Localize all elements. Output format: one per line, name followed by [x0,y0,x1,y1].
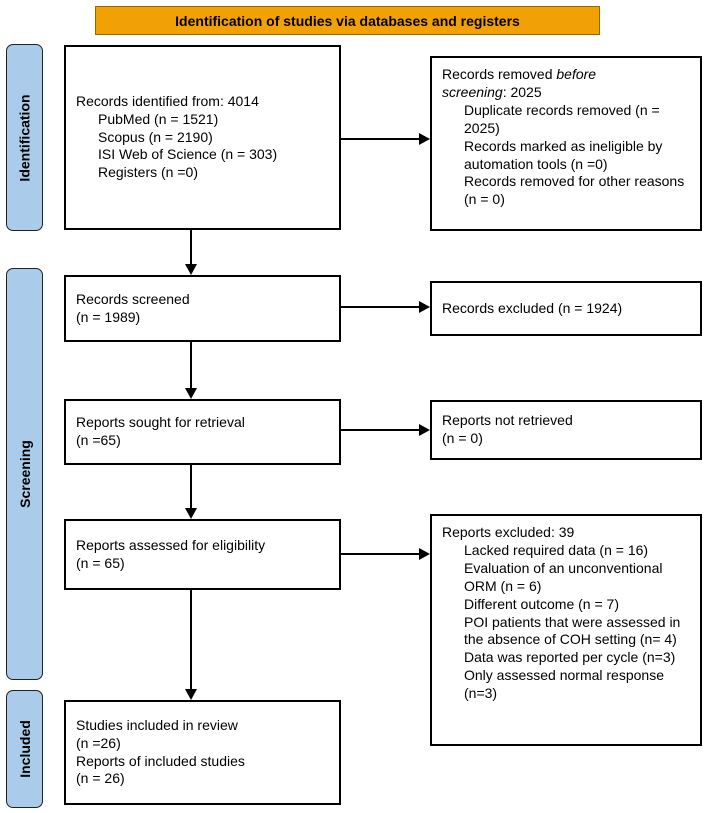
box-records-identified [64,45,341,230]
box-records-excluded [430,281,702,336]
box-line: (n = 26) [76,770,125,787]
arrow-assessed-to-reports-excluded [341,553,419,555]
title-tail: : 2025 [502,83,542,100]
box-reports-excluded [430,514,702,746]
arrow-identified-to-screened [190,230,192,264]
box-line: Reports assessed for eligibility [76,536,266,553]
box-records-removed [430,56,702,231]
box-line: (n = 65) [76,554,125,571]
box-item: Only assessed normal response (n=3) [464,667,664,702]
stage-label-identification [6,44,43,231]
stage-label-text: Screening [16,440,33,508]
box-item: Records marked as ineligible by automation tools (n =0) [464,137,663,172]
box-item: Duplicate records removed (n = 2025) [464,101,660,136]
title-regular: Records removed [442,66,557,82]
box-line: Records excluded (n = 1924) [442,299,623,316]
box-item: POI patients that were assessed in the absence of COH setting (n= 4) [464,613,681,648]
box-line: (n = 1989) [76,308,141,325]
box-studies-included [64,700,341,805]
box-line: (n = 0) [442,430,483,446]
box-item: Scopus (n = 2190) [98,128,213,145]
box-item: ISI Web of Science (n = 303) [98,146,278,163]
box-item: Registers (n =0) [98,164,198,181]
box-title [442,66,647,102]
box-item: Data was reported per cycle (n=3) [464,649,676,666]
box-line: Reports sought for retrieval [76,414,245,431]
stage-label-text: Identification [16,93,33,182]
box-line: Studies included in review [76,716,238,733]
stage-label-text: Included [16,720,33,778]
box-line: Records screened [76,290,190,307]
stage-label-screening [6,268,43,680]
arrow-sought-to-assessed [190,465,192,508]
arrow-assessed-to-included [190,590,192,689]
box-reports-sought [64,399,341,465]
box-item: Records removed for other reasons (n = 0) [464,173,685,208]
identification-banner [95,6,600,35]
box-title: Records identified from: 4014 [76,92,259,109]
box-line: Reports not retrieved [442,412,573,429]
box-item: Different outcome (n = 7) [464,595,619,612]
box-title: Reports excluded: 39 [442,524,575,540]
box-line: Reports of included studies [76,752,245,769]
diagram-title: Identification of studies via databases and registers [175,12,520,29]
arrow-screened-to-excluded [341,306,419,308]
arrow-identified-to-removed [341,138,419,140]
arrow-screened-to-sought [190,342,192,388]
box-reports-not-retrieved [430,400,702,460]
box-item: Lacked required data (n = 16) [464,541,649,558]
box-item: PubMed (n = 1521) [98,110,219,127]
arrow-sought-to-not-retrieved [341,429,419,431]
box-line: (n =26) [76,734,121,751]
stage-label-included [6,690,43,808]
title-italic: before screening [442,66,597,100]
box-reports-assessed [64,519,341,590]
box-line: (n =65) [76,432,121,448]
box-records-screened [64,275,341,342]
box-item: Evaluation of an unconventional ORM (n = 6) [464,559,663,594]
